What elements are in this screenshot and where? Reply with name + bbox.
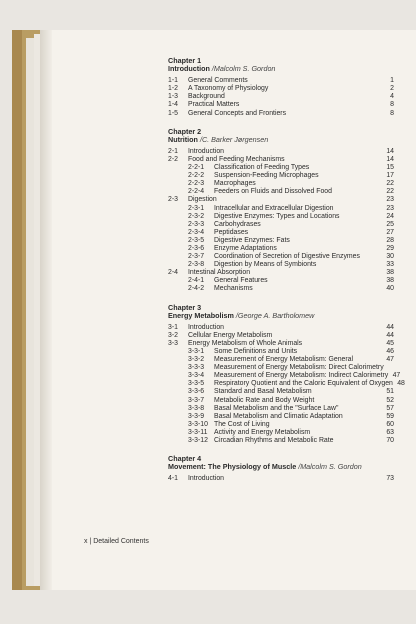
section-number: 2-2-4 bbox=[188, 188, 205, 196]
section-number: 2-2 bbox=[168, 155, 178, 163]
toc-entry-label bbox=[168, 405, 338, 413]
section-number: 3-3-12 bbox=[188, 437, 208, 445]
toc-entry[interactable] bbox=[168, 245, 394, 253]
toc-entry-label bbox=[168, 332, 272, 340]
toc-entry-label bbox=[168, 180, 256, 188]
page-number: 2 bbox=[390, 85, 394, 93]
section-number: 3-3 bbox=[168, 339, 178, 347]
section-number: 2-3-7 bbox=[188, 253, 205, 261]
page-number: 15 bbox=[386, 164, 394, 172]
toc-entry-label bbox=[168, 364, 384, 372]
toc-entry-label bbox=[168, 213, 340, 221]
section-number: 2-2-1 bbox=[188, 164, 205, 172]
toc-entry-label bbox=[168, 253, 360, 261]
toc-entry-label bbox=[168, 397, 314, 405]
toc-entry[interactable] bbox=[168, 237, 394, 245]
section-number: 1-1 bbox=[168, 77, 178, 85]
toc-entry[interactable] bbox=[168, 332, 394, 340]
page-number: 59 bbox=[386, 412, 394, 420]
page-number: 45 bbox=[386, 339, 394, 347]
toc-entry-label bbox=[168, 93, 225, 101]
chapter-title: Energy Metabolism bbox=[168, 310, 234, 320]
section-number: 3-3-11 bbox=[188, 428, 208, 436]
chapter-title-line bbox=[168, 136, 394, 144]
section-number: 2-4 bbox=[168, 269, 178, 277]
section-title: Energy Metabolism of Whole Animals bbox=[188, 339, 303, 347]
toc-entry[interactable] bbox=[168, 188, 394, 196]
chapter-title-line bbox=[168, 312, 394, 320]
section-number: 3-1 bbox=[168, 323, 178, 331]
section-title: Digestive Enzymes: Types and Locations bbox=[214, 212, 340, 220]
chapter-block bbox=[168, 57, 394, 118]
section-title: A Taxonomy of Physiology bbox=[188, 85, 269, 93]
page-number: 63 bbox=[386, 428, 394, 436]
section-title: Feeders on Fluids and Dissolved Food bbox=[214, 188, 332, 196]
page-number: 57 bbox=[386, 404, 394, 412]
toc-entry[interactable] bbox=[168, 429, 394, 437]
toc-entry[interactable] bbox=[168, 205, 394, 213]
toc-entry-label bbox=[168, 269, 250, 277]
page-number: 25 bbox=[386, 220, 394, 228]
toc-entry-label bbox=[168, 348, 297, 356]
toc-entry[interactable] bbox=[168, 229, 394, 237]
chapter-label: Chapter 3 bbox=[168, 302, 202, 312]
chapter-block bbox=[168, 455, 394, 483]
toc-entry[interactable] bbox=[168, 285, 394, 293]
page-number: 22 bbox=[386, 180, 394, 188]
page-number: 17 bbox=[386, 172, 394, 180]
section-title: Digestive Enzymes: Fats bbox=[214, 236, 290, 244]
page-number: 27 bbox=[386, 228, 394, 236]
section-number: 2-4-2 bbox=[188, 285, 205, 293]
section-title: Intracellular and Extracellular Digestion bbox=[214, 204, 334, 212]
toc-entry-label bbox=[168, 77, 248, 85]
table-of-contents bbox=[168, 56, 405, 493]
toc-entry-label bbox=[168, 437, 334, 445]
chapter-title: Introduction bbox=[168, 64, 210, 74]
toc-entry-label bbox=[168, 429, 310, 437]
page-number: 48 bbox=[397, 380, 405, 388]
page-number: 23 bbox=[386, 196, 394, 204]
toc-entry[interactable] bbox=[168, 172, 394, 180]
section-title: Activity and Energy Metabolism bbox=[214, 428, 311, 436]
toc-entry-label bbox=[168, 285, 253, 293]
section-number: 2-4-1 bbox=[188, 277, 205, 285]
toc-entry[interactable] bbox=[168, 148, 394, 156]
section-title: Measurement of Energy Metabolism: Direct Calorimetry bbox=[214, 364, 384, 372]
toc-entry-label bbox=[168, 172, 319, 180]
page-footer: x | Detailed Contents bbox=[84, 538, 149, 545]
section-title: Carbohydrases bbox=[214, 220, 261, 228]
section-title: Introduction bbox=[188, 323, 225, 331]
page-number: 44 bbox=[386, 331, 394, 339]
section-title: Digestion by Means of Symbionts bbox=[214, 261, 317, 269]
page-number: 70 bbox=[386, 437, 394, 445]
page-number: 51 bbox=[386, 388, 394, 396]
section-number: 2-3-6 bbox=[188, 244, 205, 252]
toc-entry-label bbox=[168, 277, 268, 285]
toc-entry[interactable] bbox=[168, 475, 394, 483]
chapter-title-line bbox=[168, 463, 394, 471]
page-number: 38 bbox=[386, 269, 394, 277]
section-title: Basal Metabolism and the "Surface Law" bbox=[214, 404, 339, 412]
section-title: Measurement of Energy Metabolism: Indirect Calorimetry bbox=[214, 372, 389, 380]
section-number: 3-3-3 bbox=[188, 364, 205, 372]
section-number: 3-3-5 bbox=[188, 380, 205, 388]
toc-entry-label bbox=[168, 356, 353, 364]
section-number: 3-3-4 bbox=[188, 372, 205, 380]
chapter-author: /C. Barker Jørgensen bbox=[199, 134, 269, 144]
section-title: Standard and Basal Metabolism bbox=[214, 388, 312, 396]
page-number: 14 bbox=[386, 147, 394, 155]
page-number: 30 bbox=[386, 253, 394, 261]
section-title: Basal Metabolism and Climatic Adaptation bbox=[214, 412, 343, 420]
toc-entry-label bbox=[168, 196, 217, 204]
toc-entry-label bbox=[168, 188, 332, 196]
page-number: 23 bbox=[386, 204, 394, 212]
section-title: Respiratory Quotient and the Caloric Equivalent of Oxygen bbox=[214, 380, 393, 388]
section-title: Introduction bbox=[188, 475, 225, 483]
page-number: 1 bbox=[390, 77, 394, 85]
section-number: 2-3-4 bbox=[188, 228, 205, 236]
toc-entry[interactable] bbox=[168, 101, 394, 109]
toc-entry[interactable] bbox=[168, 372, 401, 380]
toc-entry[interactable] bbox=[168, 196, 394, 204]
page-number: 14 bbox=[386, 155, 394, 163]
toc-entry[interactable] bbox=[168, 380, 405, 388]
section-number: 3-3-10 bbox=[188, 420, 208, 428]
section-title: Cellular Energy Metabolism bbox=[188, 331, 273, 339]
section-title: Introduction bbox=[188, 147, 225, 155]
section-title: Macrophages bbox=[214, 180, 256, 188]
toc-entry-label bbox=[168, 85, 268, 93]
section-number: 2-2-2 bbox=[188, 172, 205, 180]
page-number: 29 bbox=[386, 244, 394, 252]
section-number: 2-3-8 bbox=[188, 261, 205, 269]
page-number: 22 bbox=[386, 188, 394, 196]
section-title: Peptidases bbox=[214, 228, 249, 236]
chapter-label: Chapter 4 bbox=[168, 454, 202, 464]
toc-entry[interactable] bbox=[168, 348, 394, 356]
toc-entry[interactable] bbox=[168, 437, 394, 445]
section-title: Intestinal Absorption bbox=[188, 269, 251, 277]
toc-entry[interactable] bbox=[168, 413, 394, 421]
chapter-author: /George A. Bartholomew bbox=[235, 310, 315, 320]
toc-entry[interactable] bbox=[168, 356, 394, 364]
section-number: 3-3-1 bbox=[188, 348, 205, 355]
toc-entry-label bbox=[168, 221, 261, 229]
section-title: Measurement of Energy Metabolism: General bbox=[214, 356, 354, 364]
section-number: 1-4 bbox=[168, 101, 178, 109]
chapter-block bbox=[168, 302, 405, 446]
section-title: Enzyme Adaptations bbox=[214, 244, 277, 252]
page-number: 28 bbox=[386, 236, 394, 244]
section-number: 2-3-5 bbox=[188, 236, 205, 244]
section-title: Background bbox=[188, 93, 225, 101]
chapter-author: /Malcolm S. Gordon bbox=[211, 64, 276, 74]
toc-entry-label bbox=[168, 372, 388, 380]
toc-entry[interactable] bbox=[168, 164, 394, 172]
toc-entry[interactable] bbox=[168, 421, 394, 429]
page-number: 46 bbox=[386, 348, 394, 355]
page-number: 44 bbox=[386, 323, 394, 331]
toc-entry-label bbox=[168, 164, 309, 172]
section-title: General Comments bbox=[188, 77, 248, 85]
page-number: 60 bbox=[386, 420, 394, 428]
section-title: Digestion bbox=[188, 196, 217, 204]
page-number: 8 bbox=[390, 109, 394, 117]
toc-entry[interactable] bbox=[168, 93, 394, 101]
section-number: 2-2-3 bbox=[188, 180, 205, 188]
chapter-title-line bbox=[168, 65, 394, 73]
section-number: 3-3-9 bbox=[188, 412, 205, 420]
toc-entry-label bbox=[168, 148, 224, 156]
toc-entry-label bbox=[168, 475, 224, 483]
toc-entry-label bbox=[168, 324, 224, 332]
toc-entry[interactable] bbox=[168, 77, 394, 85]
section-number: 2-3-3 bbox=[188, 220, 205, 228]
toc-entry-label bbox=[168, 261, 316, 269]
toc-entry[interactable] bbox=[168, 180, 394, 188]
toc-entry[interactable] bbox=[168, 156, 394, 164]
page-number: 52 bbox=[386, 396, 394, 404]
section-number: 3-2 bbox=[168, 331, 178, 339]
chapter-author: /Malcolm S. Gordon bbox=[298, 462, 362, 472]
section-title: General Concepts and Frontiers bbox=[188, 109, 287, 117]
page-number: 4 bbox=[390, 93, 394, 101]
toc-entry[interactable] bbox=[168, 269, 394, 277]
toc-entry-label bbox=[168, 237, 290, 245]
section-number: 3-3-6 bbox=[188, 388, 205, 396]
section-title: Circadian Rhythms and Metabolic Rate bbox=[214, 437, 334, 445]
section-number: 2-3-2 bbox=[188, 212, 205, 220]
toc-entry-label bbox=[168, 205, 334, 213]
page-number: 47 bbox=[386, 356, 394, 364]
section-number: 2-3 bbox=[168, 196, 178, 204]
toc-entry[interactable] bbox=[168, 397, 394, 405]
toc-entry[interactable] bbox=[168, 388, 394, 396]
toc-entry[interactable] bbox=[168, 405, 394, 413]
toc-entry-label bbox=[168, 110, 286, 118]
page-number: 8 bbox=[390, 101, 394, 109]
section-number: 1-3 bbox=[168, 93, 178, 101]
toc-entry[interactable] bbox=[168, 277, 394, 285]
toc-entry[interactable] bbox=[168, 364, 394, 372]
toc-entry[interactable] bbox=[168, 221, 394, 229]
page-number: 40 bbox=[386, 285, 394, 293]
chapter-block bbox=[168, 128, 394, 294]
toc-entry-label bbox=[168, 340, 302, 348]
toc-entry[interactable] bbox=[168, 213, 394, 221]
page-number: 38 bbox=[386, 277, 394, 285]
section-number: 1-2 bbox=[168, 85, 178, 93]
section-number: 2-3-1 bbox=[188, 204, 205, 212]
toc-entry[interactable] bbox=[168, 253, 394, 261]
section-title: Food and Feeding Mechanisms bbox=[188, 155, 285, 163]
toc-entry-label bbox=[168, 156, 285, 164]
section-title: General Features bbox=[214, 277, 268, 285]
chapter-label: Chapter 1 bbox=[168, 56, 202, 65]
page-number: 73 bbox=[386, 475, 394, 483]
toc-entry[interactable] bbox=[168, 85, 394, 93]
toc-entry[interactable] bbox=[168, 110, 394, 118]
toc-entry-label bbox=[168, 413, 343, 421]
chapter-label: Chapter 2 bbox=[168, 126, 202, 136]
page-number: 47 bbox=[392, 372, 401, 380]
section-title: Suspension-Feeding Microphages bbox=[214, 172, 319, 180]
page-number: 24 bbox=[386, 212, 394, 220]
section-title: Practical Matters bbox=[188, 101, 240, 109]
page-number bbox=[384, 364, 396, 372]
chapter-title: Movement: The Physiology of Muscle bbox=[168, 462, 297, 472]
section-number: 1-5 bbox=[168, 109, 178, 117]
section-number: 3-3-2 bbox=[188, 356, 205, 364]
chapter-title: Nutrition bbox=[168, 134, 198, 144]
toc-entry[interactable] bbox=[168, 340, 394, 348]
toc-entry-label bbox=[168, 245, 277, 253]
section-number: 2-1 bbox=[168, 147, 178, 155]
toc-entry-label bbox=[168, 101, 239, 109]
toc-entry[interactable] bbox=[168, 324, 394, 332]
toc-entry-label bbox=[168, 380, 393, 388]
toc-entry[interactable] bbox=[168, 261, 394, 269]
book-spine-edge bbox=[12, 30, 22, 590]
page-number: 33 bbox=[386, 261, 394, 269]
toc-entry-label bbox=[168, 388, 312, 396]
toc-entry-label bbox=[168, 229, 248, 237]
section-title: Classification of Feeding Types bbox=[214, 164, 310, 172]
section-title: The Cost of Living bbox=[214, 420, 270, 428]
section-title: Some Definitions and Units bbox=[214, 348, 298, 355]
section-title: Mechanisms bbox=[214, 285, 253, 293]
section-number: 3-3-8 bbox=[188, 404, 205, 412]
section-title: Metabolic Rate and Body Weight bbox=[214, 396, 315, 404]
section-number: 4-1 bbox=[168, 475, 178, 483]
section-title: Coordination of Secretion of Digestive Enzymes bbox=[214, 253, 360, 261]
toc-entry-label bbox=[168, 421, 270, 429]
section-number: 3-3-7 bbox=[188, 396, 205, 404]
